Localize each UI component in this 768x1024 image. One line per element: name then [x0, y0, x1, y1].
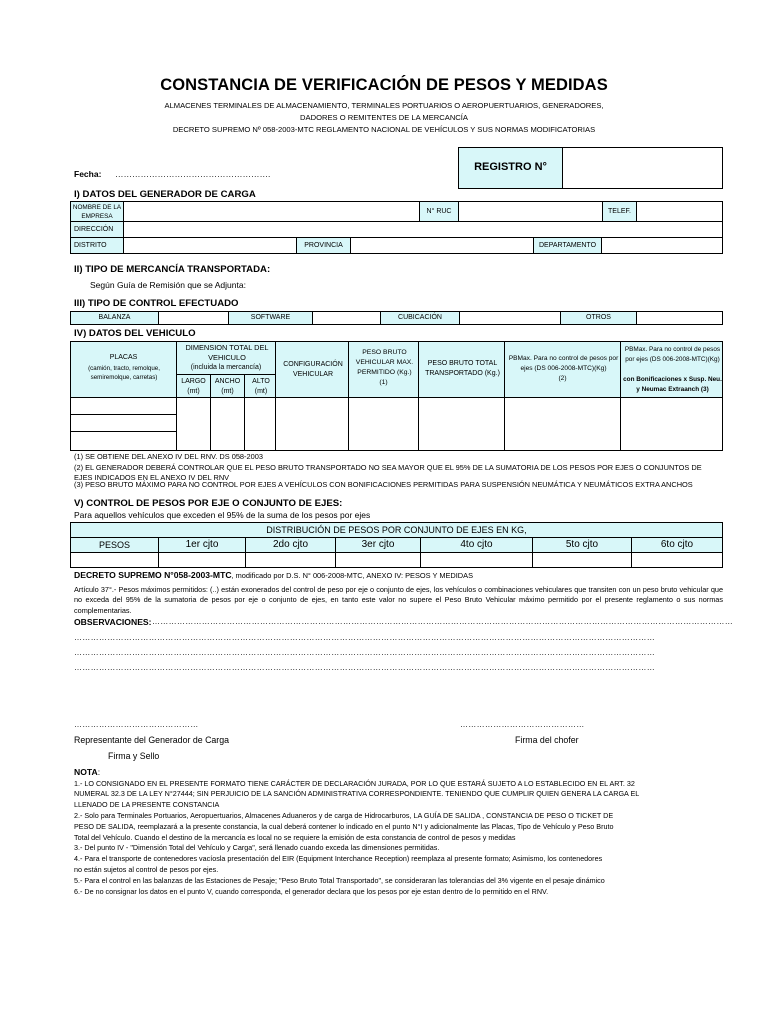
ruc-label-cell	[419, 201, 459, 222]
largo-field[interactable]	[176, 397, 211, 451]
note-line-9: no están sujetos al control de pesos por ejes.	[74, 865, 219, 874]
dimension-header	[176, 341, 276, 375]
section-2-text: Según Guía de Remisión que se Adjunta:	[90, 280, 246, 290]
col-2do-cjto	[245, 537, 336, 553]
section-1-title: I) DATOS DEL GENERADOR DE CARGA	[74, 189, 256, 200]
ancho-label: ANCHO (mt)	[214, 378, 241, 395]
cjto-4-field[interactable]	[420, 552, 533, 568]
alto-header	[244, 374, 276, 398]
note-line-8: 4.- Para el transporte de contenedores vacíosla presentación del EIR (Equipment Interchance Reception) reemplaza al presente formato; Asimismo, los contenedores	[74, 854, 603, 863]
balanza-field[interactable]	[158, 311, 229, 325]
col-6to-cjto-label: 6to cjto	[660, 539, 694, 550]
note-line-4: 2.- Solo para Terminales Portuarios, Aeropuertuarios, Almacenes Aduaneros y de carga de Hidrocarburos, LA GUÍA DE SALIDA , CONSTANCIA DE PESO O TICKET DE	[74, 811, 614, 820]
alto-label: ALTO (mt)	[252, 378, 270, 395]
peso-bruto-total-field[interactable]	[418, 397, 505, 451]
largo-header	[176, 374, 211, 398]
cjto-3-field[interactable]	[335, 552, 421, 568]
cjto-6-field[interactable]	[631, 552, 723, 568]
footnote-2: (2) EL GENERADOR DEBERÁ CONTROLAR QUE EL PESO BRUTO TRANSPORTADO NO SEA MAYOR QUE EL 95% DE LA SUMATORIA DE LOS PESOS POR EJES O CONJUNTOS DE EJES INDICADOS EN EL ANEXO IV DEL RNV	[74, 463, 702, 482]
pbmax-2-bold: con Bonificaciones x Susp. Neu. y Neumac Extraanch (3)	[623, 376, 722, 393]
pesos-row-cell[interactable]	[70, 552, 159, 568]
departamento-label: DEPARTAMENTO	[538, 242, 597, 249]
observaciones-line-4[interactable]: …………………………………………………………………………………………………………………………………………………………………………………………	[74, 663, 655, 672]
telef-label-cell	[602, 201, 637, 222]
placas-header	[70, 341, 177, 398]
section-2-title: II) TIPO DE MERCANCÍA TRANSPORTADA:	[74, 264, 271, 275]
pbmax-2-field[interactable]	[620, 397, 723, 451]
ruc-label: N° RUC	[426, 208, 452, 215]
cjto-2-field[interactable]	[245, 552, 336, 568]
col-5to-cjto-label: 5to cjto	[565, 539, 599, 550]
direccion-field[interactable]	[123, 221, 723, 238]
pbmax-1-header	[504, 341, 621, 398]
distrito-label-cell	[70, 237, 124, 254]
cjto-1-field[interactable]	[158, 552, 246, 568]
control-software	[228, 311, 313, 325]
distrito-field[interactable]	[123, 237, 297, 254]
col-6to-cjto	[631, 537, 723, 553]
software-field[interactable]	[312, 311, 381, 325]
note-line-2: NUMERAL 32.3 DE LA LEY N°27444; SIN PERJUICIO DE LA SANCIÓN ADMINISTRATIVA CORRESPONDIENTE. TENIENDO QUE CUMPLIR QUIEN GENERA LA CARGA EL	[74, 789, 640, 798]
placas-label: PLACAS	[109, 354, 138, 361]
firma-chofer-label: Firma del chofer	[515, 735, 579, 745]
note-line-1: 1.- LO CONSIGNADO EN EL PRESENTE FORMATO TIENE CARÁCTER DE DECLARACIÓN JURADA, POR LO QUE ESTARÁ SUJETO A LO ESTABLECIDO EN EL ART. 32	[74, 779, 635, 788]
col-4to-cjto-label: 4to cjto	[460, 539, 493, 550]
pbmax-2-header	[620, 341, 723, 398]
pbmax-2-label: PBMax. Para no control de pesos por ejes (DS 006-2008-MTC)(Kg)	[624, 346, 721, 363]
telef-field[interactable]	[636, 201, 723, 222]
cubicacion-label: CUBICACIÓN	[398, 314, 442, 321]
registro-label-cell	[458, 147, 563, 189]
balanza-label: BALANZA	[98, 314, 131, 321]
cubicacion-field[interactable]	[459, 311, 561, 325]
config-field[interactable]	[275, 397, 349, 451]
observaciones-line-3[interactable]: …………………………………………………………………………………………………………………………………………………………………………………………	[74, 648, 655, 657]
nombre-label: NOMBRE DE LA EMPRESA	[72, 204, 122, 220]
nombre-field[interactable]	[123, 201, 420, 222]
direccion-label: DIRECCIÓN	[74, 226, 114, 233]
col-pesos-label: PESOS	[98, 540, 130, 550]
telef-label: TELEF.	[608, 208, 631, 215]
provincia-label-cell	[296, 237, 351, 254]
pbmax-1-ref: (2)	[558, 375, 567, 382]
provincia-label: PROVINCIA	[304, 242, 343, 249]
col-3er-cjto-label: 3er cjto	[361, 539, 395, 550]
note-line-6: Total del Vehículo. Cuando el destino de la mercancía es local no se requiere la emisión de esta constancia de control de pesos y medidas	[74, 833, 516, 842]
footnote-3: (3) PESO BRUTO MÁXIMO PARA NO CONTROL POR EJES A VEHÍCULOS CON BONIFICACIONES PERMITIDAS PARA SUSPENSIÓN NEUMÁTICA Y NEUMÁTICOS EXTRA ANCHOS	[74, 480, 693, 489]
note-line-5: PESO DE SALIDA, reemplazará a la presente constancia, la cual deberá contener lo indicado en el punto N°I y adicionalmente las Placas, Tipo de Vehículo y Peso Bruto	[74, 822, 614, 831]
distribucion-title: DISTRIBUCIÓN DE PESOS POR CONJUNTO DE EJES EN KG,	[266, 525, 527, 535]
decreto-rest: , modificado por D.S. N° 006-2008-MTC, ANEXO IV: PESOS Y MEDIDAS	[231, 571, 473, 580]
control-otros	[560, 311, 637, 325]
col-1er-cjto	[158, 537, 246, 553]
provincia-field[interactable]	[350, 237, 534, 254]
fecha-label: Fecha:	[74, 169, 102, 179]
control-balanza	[70, 311, 159, 325]
fecha-field[interactable]: ……………………………………………….	[115, 169, 271, 179]
note-line-10: 5.- Para el control en las balanzas de las Estaciones de Pesaje; "Peso Bruto Total Transportado", se consideraran las tolerancias del 3% vigente en el pesaje dinámico	[74, 876, 605, 885]
section-5-title: V) CONTROL DE PESOS POR EJE O CONJUNTO DE EJES:	[74, 498, 343, 509]
subtitle-line-1: ALMACENES TERMINALES DE ALMACENAMIENTO, TERMINALES PORTUARIOS O AEROPUERTUARIOS, GENERADORES,	[164, 101, 604, 110]
config-header	[275, 341, 349, 398]
registro-label: REGISTRO N°	[474, 161, 547, 173]
col-1er-cjto-label: 1er cjto	[185, 539, 219, 550]
peso-bruto-max-field[interactable]	[348, 397, 419, 451]
placas-row-2[interactable]	[70, 414, 177, 432]
ancho-field[interactable]	[210, 397, 245, 451]
distribucion-title-cell	[70, 522, 723, 538]
col-3er-cjto	[335, 537, 421, 553]
articulo-text: Artículo 37°.- Pesos máximos permitidos: (..) están exonerados del control de peso por eje o conjunto de ejes, los vehículos o combinaciones vehiculares que transiten con un peso bruto vehicular que no exceda del 95% de la sumatoria de pesos por eje o conjunto de ejes, en tanto este valor no supere el Peso Bruto Vehicular máximo permitido por el presente reglamento o sus normas complementarias.	[74, 585, 723, 615]
section-3-title: III) TIPO DE CONTROL EFECTUADO	[74, 298, 239, 309]
nota-heading: NOTA:	[74, 767, 101, 777]
col-4to-cjto	[420, 537, 533, 553]
software-label: SOFTWARE	[250, 314, 291, 321]
largo-label: LARGO (mt)	[181, 378, 206, 395]
distrito-label: DISTRITO	[74, 242, 107, 249]
observaciones-line-2[interactable]: …………………………………………………………………………………………………………………………………………………………………………………………	[74, 633, 655, 642]
otros-label: OTROS	[586, 314, 611, 321]
otros-field[interactable]	[636, 311, 723, 325]
firma-sello-label: Firma y Sello	[108, 751, 160, 761]
firma-chofer-line[interactable]: ………………………………………	[460, 720, 585, 729]
departamento-field[interactable]	[601, 237, 723, 254]
peso-bruto-total-header	[418, 341, 505, 398]
direccion-label-cell	[70, 221, 124, 238]
observaciones-label: OBSERVACIONES:	[74, 617, 152, 627]
firma-generador-line[interactable]: ………………………………………	[74, 720, 199, 729]
cjto-5-field[interactable]	[532, 552, 632, 568]
control-cubicacion	[380, 311, 460, 325]
placas-sub: (camión, tracto, remolque, semiremolque, carretas)	[88, 365, 160, 381]
col-pesos	[70, 537, 159, 553]
nombre-label-cell	[70, 201, 124, 222]
footnote-1: (1) SE OBTIENE DEL ANEXO IV DEL RNV. DS 058-2003	[74, 452, 263, 461]
peso-bruto-max-ref: (1)	[379, 379, 388, 386]
observaciones-line-1[interactable]: …………………………………………………………………………………………………………………………………………………………………………………………	[152, 617, 733, 626]
dimension-label: DIMENSION TOTAL DEL VEHICULO	[185, 343, 269, 362]
config-label: CONFIGURACIÓN VEHICULAR	[283, 361, 343, 378]
pbmax-1-label: PBMax. Para no control de pesos por ejes (DS 006-2008-MTC)(Kg)	[508, 355, 619, 372]
alto-field[interactable]	[244, 397, 276, 451]
note-line-7: 3.- Del punto IV - "Dimensión Total del Vehículo y Carga", será llenado cuando exceda las dimensiones permitidas.	[74, 843, 440, 852]
nota-label: NOTA	[74, 767, 98, 777]
ancho-header	[210, 374, 245, 398]
note-line-11: 6.- De no consignar los datos en el punto V, cuando corresponda, el generador declara que los pesos por eje estan dentro de lo permitido en el RNV.	[74, 887, 549, 896]
dimension-sub: (incluida la mercancía)	[190, 364, 262, 371]
page-title: CONSTANCIA DE VERIFICACIÓN DE PESOS Y MEDIDAS	[160, 76, 608, 94]
peso-bruto-total-label: PESO BRUTO TOTAL TRANSPORTADO (Kg.)	[425, 360, 500, 377]
decreto-bold: DECRETO SUPREMO N°058-2003-MTC	[74, 570, 232, 580]
col-2do-cjto-label: 2do cjto	[272, 539, 309, 550]
registro-field[interactable]	[562, 147, 723, 189]
section-4-title: IV) DATOS DEL VEHICULO	[74, 328, 196, 339]
col-5to-cjto	[532, 537, 632, 553]
placas-row-1[interactable]	[70, 397, 177, 415]
subtitle-line-3: DECRETO SUPREMO Nº 058-2003-MTC REGLAMENTO NACIONAL DE VEHÍCULOS Y SUS NORMAS MODIFICATORIAS	[172, 125, 596, 134]
note-line-3: LLENADO DE LA PRESENTE CONSTANCIA	[74, 800, 220, 809]
pbmax-1-field[interactable]	[504, 397, 621, 451]
placas-row-3[interactable]	[70, 431, 177, 451]
subtitle-line-2: DADORES O REMITENTES DE LA MERCANCÍA	[300, 113, 468, 122]
peso-bruto-max-header	[348, 341, 419, 398]
section-5-text: Para aquellos vehículos que exceden el 95% de la suma de los pesos por ejes	[74, 510, 371, 520]
decreto-line	[74, 570, 473, 580]
departamento-label-cell	[533, 237, 602, 254]
peso-bruto-max-label: PESO BRUTO VEHICULAR MAX. PERMITIDO (Kg.)	[355, 349, 414, 376]
rep-generador-label: Representante del Generador de Carga	[74, 735, 230, 745]
ruc-field[interactable]	[458, 201, 603, 222]
